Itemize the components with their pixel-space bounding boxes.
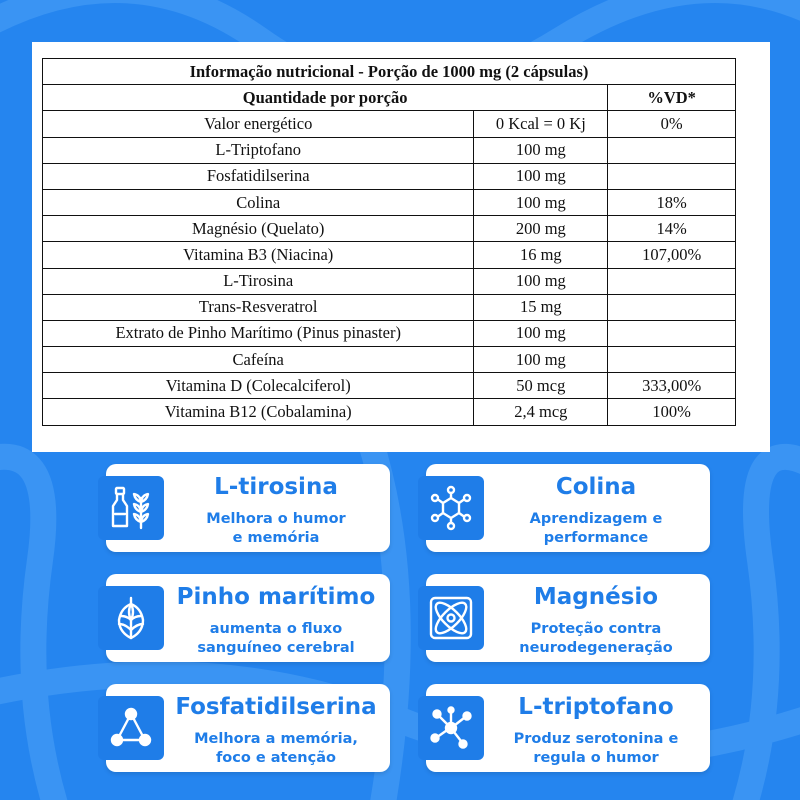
- molecule-network-icon: [418, 696, 484, 760]
- nutrient-name: L-Tirosina: [43, 268, 474, 294]
- nutrient-name: Vitamina D (Colecalciferol): [43, 373, 474, 399]
- nutrient-name: L-Triptofano: [43, 137, 474, 163]
- nutrient-amount: 50 mcg: [474, 373, 608, 399]
- nutrient-name: Cafeína: [43, 347, 474, 373]
- card-desc-line: aumenta o fluxo: [209, 621, 343, 637]
- table-row: [43, 111, 736, 137]
- molecule-triangle-icon: [98, 696, 164, 760]
- header-quantity: Quantidade por porção: [43, 85, 608, 111]
- card-desc-line: Proteção contra: [530, 621, 662, 637]
- benefit-card-l-triptofano: [426, 684, 710, 772]
- card-description: [168, 510, 384, 548]
- header-vd: %VD*: [608, 85, 736, 111]
- table-row: [43, 189, 736, 215]
- nutrition-table: [42, 58, 736, 426]
- card-title: Colina: [555, 474, 637, 500]
- nutrient-amount: 100 mg: [474, 320, 608, 346]
- benefit-card-pinho-maritimo: [106, 574, 390, 662]
- table-row: [43, 399, 736, 425]
- table-title-row: [43, 59, 736, 85]
- nutrient-amount: 15 mg: [474, 294, 608, 320]
- benefit-card-magnesio: [426, 574, 710, 662]
- pine-cone-icon: [98, 586, 164, 650]
- card-title: L-tirosina: [214, 474, 338, 500]
- nutrient-vd: [608, 163, 736, 189]
- nutrient-amount: 16 mg: [474, 242, 608, 268]
- nutrient-name: Fosfatidilserina: [43, 163, 474, 189]
- card-description: [488, 620, 704, 658]
- atom-icon: [418, 586, 484, 650]
- nutrient-vd: 0%: [608, 111, 736, 137]
- card-desc-line: sanguíneo cerebral: [197, 640, 355, 656]
- benefit-card-l-tirosina: [106, 464, 390, 552]
- nutrient-name: Vitamina B12 (Cobalamina): [43, 399, 474, 425]
- card-title: L-triptofano: [518, 694, 674, 720]
- nutrient-name: Extrato de Pinho Marítimo (Pinus pinaster): [43, 320, 474, 346]
- nutrient-amount: 0 Kcal = 0 Kj: [474, 111, 608, 137]
- nutrient-amount: 200 mg: [474, 216, 608, 242]
- card-description: [488, 510, 704, 548]
- molecule-hexagon-icon: [418, 476, 484, 540]
- card-description: [168, 620, 384, 658]
- table-row: [43, 347, 736, 373]
- nutrient-vd: 18%: [608, 189, 736, 215]
- table-row: [43, 216, 736, 242]
- nutrient-amount: 2,4 mcg: [474, 399, 608, 425]
- table-title: Informação nutricional - Porção de 1000 mg (2 cápsulas): [43, 59, 736, 85]
- table-row: [43, 268, 736, 294]
- nutrient-vd: [608, 137, 736, 163]
- nutrient-vd: [608, 268, 736, 294]
- table-row: [43, 242, 736, 268]
- dropper-wheat-icon: [98, 476, 164, 540]
- table-row: [43, 137, 736, 163]
- card-desc-line: Melhora o humor: [206, 511, 346, 527]
- nutrient-name: Colina: [43, 189, 474, 215]
- card-desc-line: neurodegeneração: [519, 640, 673, 656]
- table-row: [43, 294, 736, 320]
- benefit-card-fosfatidilserina: [106, 684, 390, 772]
- card-desc-line: Produz serotonina e: [513, 731, 679, 747]
- nutrient-vd: 14%: [608, 216, 736, 242]
- card-title: Pinho marítimo: [176, 584, 376, 610]
- nutrient-vd: 333,00%: [608, 373, 736, 399]
- table-row: [43, 163, 736, 189]
- nutrient-name: Valor energético: [43, 111, 474, 137]
- nutrient-amount: 100 mg: [474, 268, 608, 294]
- nutrient-vd: 100%: [608, 399, 736, 425]
- benefit-card-colina: [426, 464, 710, 552]
- card-description: [168, 730, 384, 768]
- card-desc-line: e memória: [232, 530, 320, 546]
- table-row: [43, 373, 736, 399]
- card-desc-line: Aprendizagem e: [529, 511, 663, 527]
- nutrient-vd: [608, 347, 736, 373]
- card-desc-line: foco e atenção: [216, 750, 336, 766]
- table-header-row: [43, 85, 736, 111]
- nutrient-name: Vitamina B3 (Niacina): [43, 242, 474, 268]
- table-row: [43, 320, 736, 346]
- card-desc-line: Melhora a memória,: [194, 731, 358, 747]
- nutrient-name: Magnésio (Quelato): [43, 216, 474, 242]
- card-desc-line: regula o humor: [533, 750, 659, 766]
- card-description: [488, 730, 704, 768]
- card-title: Fosfatidilserina: [175, 694, 377, 720]
- card-desc-line: performance: [543, 530, 649, 546]
- nutrient-amount: 100 mg: [474, 189, 608, 215]
- nutrient-name: Trans-Resveratrol: [43, 294, 474, 320]
- nutrient-amount: 100 mg: [474, 163, 608, 189]
- nutrient-vd: [608, 294, 736, 320]
- nutrient-vd: 107,00%: [608, 242, 736, 268]
- card-title: Magnésio: [533, 584, 659, 610]
- nutrient-amount: 100 mg: [474, 137, 608, 163]
- nutrient-amount: 100 mg: [474, 347, 608, 373]
- nutrient-vd: [608, 320, 736, 346]
